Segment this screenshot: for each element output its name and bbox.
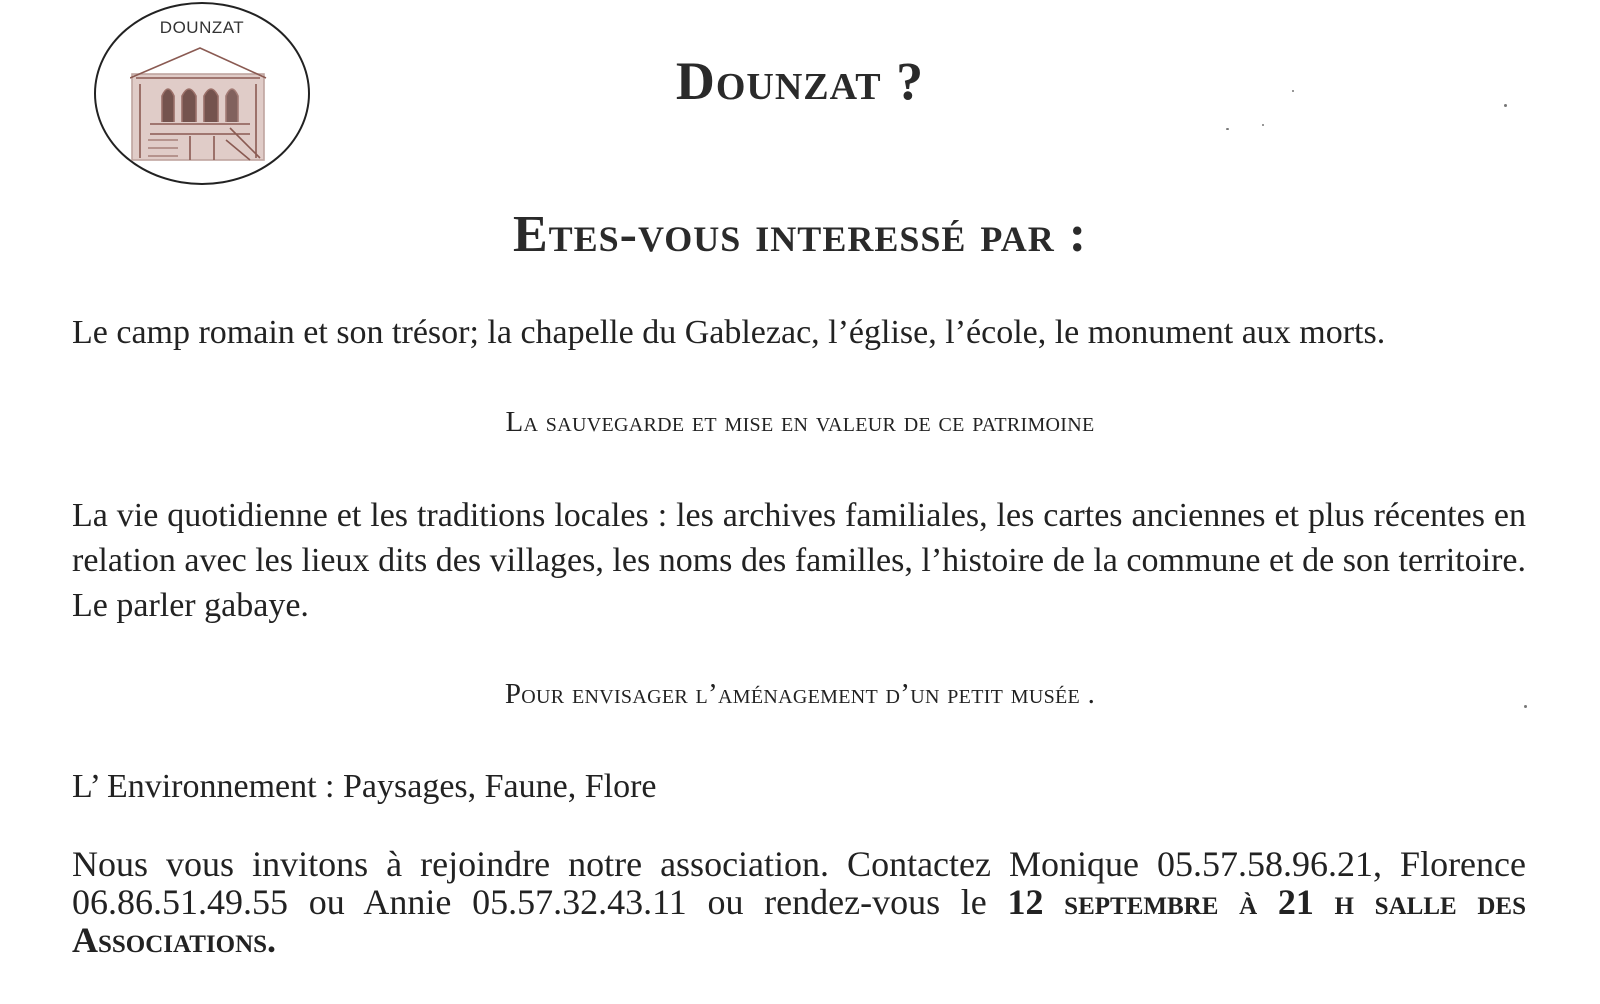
scan-speck — [1524, 705, 1527, 708]
page-subtitle: Etes-vous interessé par : — [512, 206, 1088, 263]
scan-speck — [1226, 128, 1229, 130]
logo-text: DOUNZAT — [159, 18, 245, 37]
contact-text: Nous vous invitons à rejoindre notre association. Contactez Monique 05.57.58.96.21, Florence 06.86.51.49.55 ou Annie 05.57.32.43.11 ou rendez-vous le — [72, 844, 1526, 922]
scan-speck — [1504, 104, 1507, 107]
heritage-caption: La sauvegarde et mise en valeur de ce patrimoine — [505, 406, 1095, 438]
museum-caption: Pour envisager l’aménagement d’un petit musée . — [504, 678, 1096, 710]
meeting-hour: h — [1313, 882, 1354, 922]
page-title: Dounzat ? — [675, 51, 925, 111]
meeting-place: salle des Associations. — [72, 882, 1526, 960]
meeting-date: 12 septembre à 21 — [1007, 882, 1314, 922]
contact-paragraph — [72, 845, 1526, 959]
heritage-paragraph: Le camp romain et son trésor; la chapelle du Gablezac, l’église, l’école, le monument aux morts. — [72, 314, 1386, 351]
scan-speck — [1292, 90, 1294, 92]
environment-line: L’ Environnement : Paysages, Faune, Flore — [72, 768, 657, 805]
scan-speck — [1262, 124, 1264, 126]
traditions-paragraph: La vie quotidienne et les traditions locales : les archives familiales, les cartes anciennes et plus récentes en relation avec les lieux dits des villages, les noms des familles, l’histoire de la commune et de son territoire. Le parler gabaye. — [72, 497, 1526, 624]
